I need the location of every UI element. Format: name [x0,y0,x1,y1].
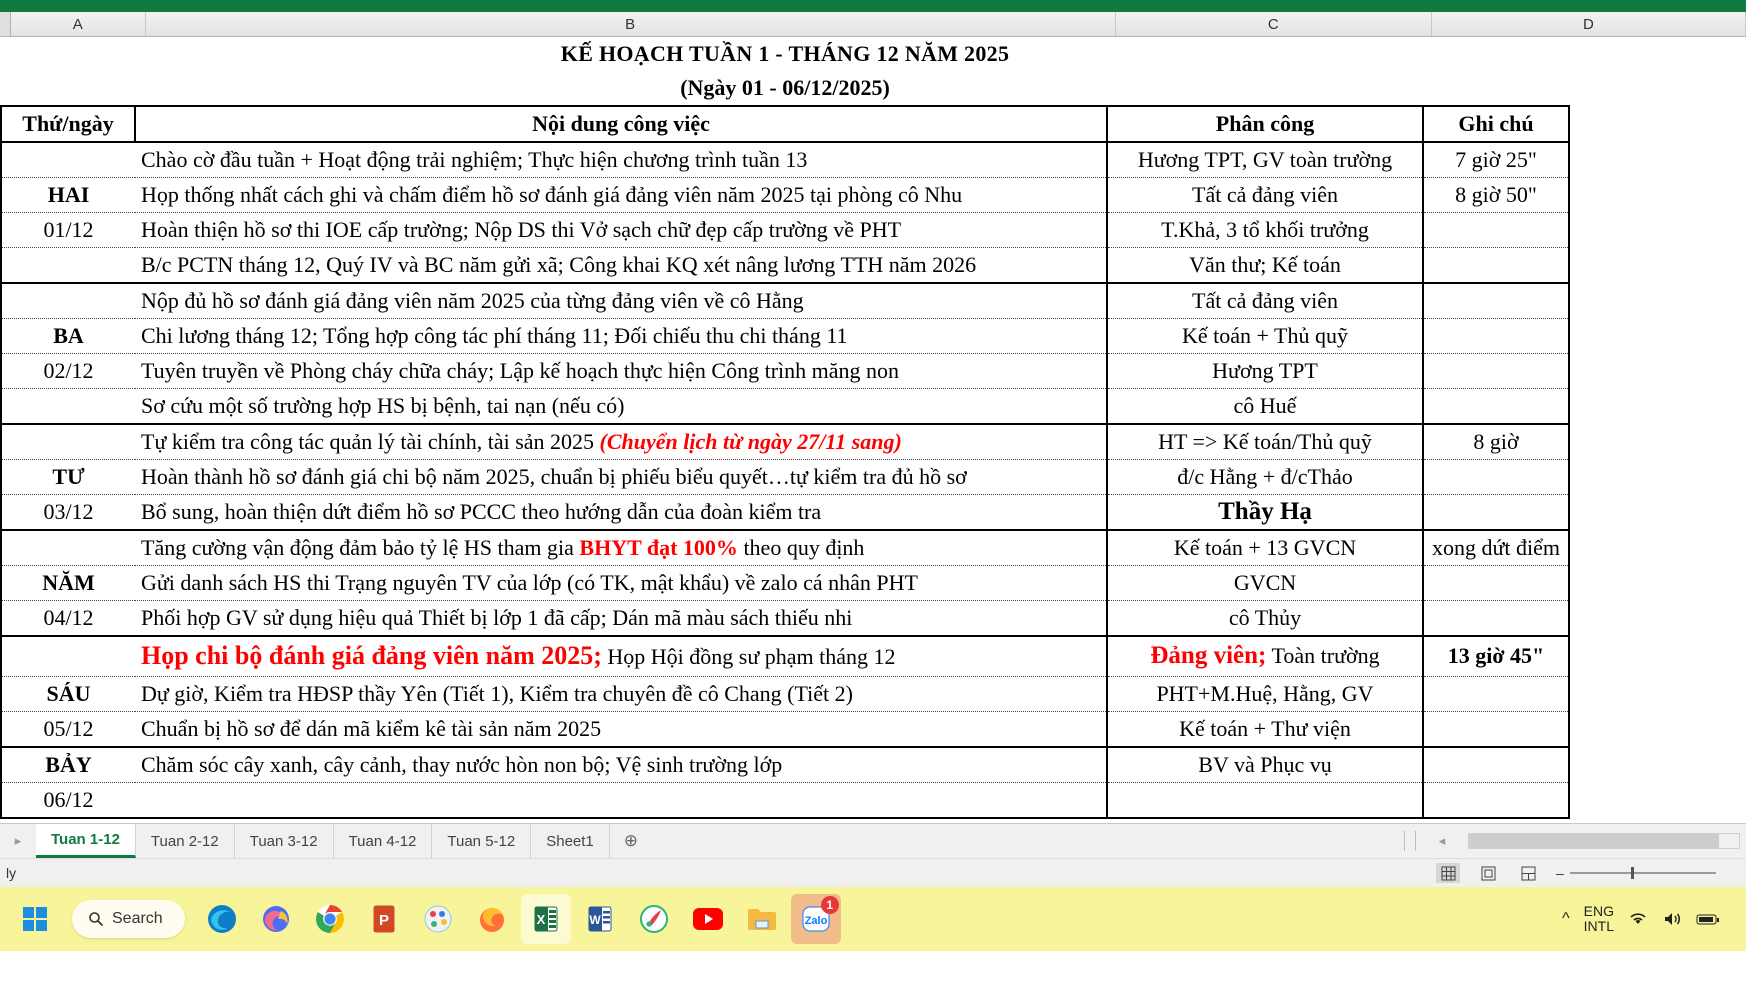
cell-content: Sơ cứu một số trường hợp HS bị bệnh, tai nạn (nếu có) [135,389,1107,425]
table-row[interactable] [1,178,1569,213]
cell-content: Gửi danh sách HS thi Trạng nguyên TV của lớp (có TK, mật khẩu) về zalo cá nhân PHT [135,566,1107,601]
cell-content: Tuyên truyền về Phòng cháy chữa cháy; Lập kế hoạch thực hiện Công trình măng non [135,354,1107,389]
cell-content: Chi lương tháng 12; Tổng hợp công tác phí tháng 11; Đối chiếu thu chi tháng 11 [135,319,1107,354]
cell-note [1423,711,1569,747]
cell-note [1423,676,1569,711]
table-row[interactable] [1,711,1569,747]
cell-assign: PHT+M.Huệ, Hằng, GV [1107,676,1423,711]
cell-assign: Kế toán + 13 GVCN [1107,530,1423,566]
cell-content [135,530,1107,566]
copilot-icon[interactable] [251,894,301,944]
cell-note [1423,601,1569,637]
table-row[interactable] [1,283,1569,319]
column-header-d[interactable]: D [1432,12,1746,36]
column-header-a[interactable]: A [11,12,146,36]
language-indicator[interactable] [1584,904,1614,934]
svg-text:P: P [378,912,389,929]
page-break-view-icon[interactable] [1516,863,1540,883]
column-header-c[interactable]: C [1116,12,1432,36]
cell-note [1423,354,1569,389]
cell-day: 05/12 [1,711,135,747]
cell-assign: T.Khả, 3 tổ khối trưởng [1107,213,1423,248]
zoom-track[interactable] [1570,872,1716,874]
cell-day: BA [1,319,135,354]
cell-content: Hoàn thành hồ sơ đánh giá chi bộ năm 2025, chuẩn bị phiếu biểu quyết…tự kiểm tra đủ hồ sơ [135,460,1107,495]
status-bar [0,858,1746,887]
svg-text:X: X [536,912,546,927]
table-row[interactable] [1,747,1569,783]
svg-text:W: W [589,913,601,927]
sheet-tab-tuan-3-12[interactable]: Tuan 3-12 [235,824,334,858]
cell-content: Chuẩn bị hồ sơ để dán mã kiểm kê tài sản năm 2025 [135,711,1107,747]
status-right-group [1436,863,1746,883]
cell-day [1,248,135,284]
cell-assign: Hương TPT [1107,354,1423,389]
sheet-tab-tuan-5-12[interactable]: Tuan 5-12 [432,824,531,858]
table-row[interactable] [1,213,1569,248]
cell-day [1,530,135,566]
cell-content-post: theo quy định [737,535,865,560]
table-row[interactable] [1,248,1569,284]
hscroll-thumb[interactable] [1469,834,1719,848]
table-row[interactable] [1,566,1569,601]
cell-content-highlight: Họp chi bộ đánh giá đảng viên năm 2025; [141,641,602,671]
language-line1: ENG [1583,903,1614,919]
cell-assign [1107,782,1423,818]
table-row[interactable] [1,424,1569,460]
zalo-icon[interactable] [791,894,841,944]
cell-note: 7 giờ 25" [1423,142,1569,178]
cell-assign: HT => Kế toán/Thủ quỹ [1107,424,1423,460]
volume-icon[interactable] [1662,911,1682,927]
tabbar-right-group [1404,824,1746,858]
select-all-corner[interactable] [0,12,11,36]
svg-text:Zalo: Zalo [804,915,828,927]
page-subtitle: (Ngày 01 - 06/12/2025) [680,75,890,100]
cell-note [1423,389,1569,425]
table-row[interactable] [1,142,1569,178]
title-row-2 [1,71,1569,106]
wifi-icon[interactable] [1628,911,1648,927]
table-row[interactable] [1,495,1569,531]
table-row[interactable] [1,676,1569,711]
table-row[interactable] [1,319,1569,354]
cell-content: B/c PCTN tháng 12, Quý IV và BC năm gửi xã; Công khai KQ xét nâng lương TTH năm 2026 [135,248,1107,284]
powerpoint-icon[interactable] [359,894,409,944]
cell-note [1423,319,1569,354]
excel-icon[interactable] [521,894,571,944]
taskbar-search[interactable] [72,900,185,938]
cell-note: 8 giờ [1423,424,1569,460]
language-line2: INTL [1583,918,1614,934]
cell-day: 06/12 [1,782,135,818]
cell-content [135,424,1107,460]
plan-table [0,37,1570,819]
zalo-badge: 1 [821,896,839,914]
title-row-1 [1,37,1569,71]
normal-view-icon[interactable] [1436,863,1460,883]
cell-day: TƯ [1,460,135,495]
table-row[interactable] [1,530,1569,566]
cell-note [1423,248,1569,284]
cell-assign: Kế toán + Thư viện [1107,711,1423,747]
cell-day: 02/12 [1,354,135,389]
worksheet-grid[interactable] [0,37,1746,823]
cell-content: Chào cờ đầu tuần + Hoạt động trải nghiệm; Thực hiện chương trình tuần 13 [135,142,1107,178]
cell-content [135,782,1107,818]
cell-content: Họp thống nhất cách ghi và chấm điểm hồ sơ đánh giá đảng viên năm 2025 tại phòng cô Nhu [135,178,1107,213]
cell-day: 04/12 [1,601,135,637]
page-layout-view-icon[interactable] [1476,863,1500,883]
sheet-tab-tuan-2-12[interactable]: Tuan 2-12 [136,824,235,858]
youtube-icon[interactable] [683,894,733,944]
file-explorer-icon[interactable] [737,894,787,944]
cell-day: 03/12 [1,495,135,531]
cell-day [1,389,135,425]
cell-content-note: (Chuyển lịch từ ngày 27/11 sang) [599,429,902,454]
cell-content: Bổ sung, hoàn thiện dứt điểm hồ sơ PCCC theo hướng dẫn của đoàn kiểm tra [135,495,1107,531]
green-app-icon[interactable] [629,894,679,944]
table-row[interactable] [1,389,1569,425]
cell-note [1423,213,1569,248]
cell-day: NĂM [1,566,135,601]
search-icon [88,911,104,927]
sheet-tab-bar[interactable] [0,823,1746,858]
page-title: KẾ HOẠCH TUẦN 1 - THÁNG 12 NĂM 2025 [560,41,1010,66]
cell-content: Dự giờ, Kiểm tra HĐSP thầy Yên (Tiết 1), Kiểm tra chuyên đề cô Chang (Tiết 2) [135,676,1107,711]
sheet-tab-tuan-4-12[interactable]: Tuan 4-12 [334,824,433,858]
cell-content-text: Tự kiểm tra công tác quản lý tài chính, tài sản 2025 [141,429,600,454]
table-header-row [1,106,1569,142]
sheet-tab-sheet1[interactable]: Sheet1 [531,824,610,858]
cell-day: HAI [1,178,135,213]
header-note: Ghi chú [1423,106,1569,142]
word-icon[interactable] [575,894,625,944]
cell-assign: Tất cả đảng viên [1107,178,1423,213]
cell-note: xong dứt điểm [1423,530,1569,566]
cell-note [1423,460,1569,495]
hscroll-left-icon[interactable]: ◂ [1438,833,1446,848]
cell-content: Phối hợp GV sử dụng hiệu quả Thiết bị lớp 1 đã cấp; Dán mã màu sách thiếu nhi [135,601,1107,637]
cell-day [1,142,135,178]
table-row[interactable] [1,636,1569,676]
cell-note [1423,782,1569,818]
edge-icon[interactable] [197,894,247,944]
cell-assign [1107,636,1423,676]
cell-content [135,636,1107,676]
header-assign: Phân công [1107,106,1423,142]
cell-assign: Thầy Hạ [1107,495,1423,531]
zoom-knob[interactable] [1631,867,1634,879]
sheet-tab-tuan-1-12[interactable]: Tuan 1-12 [36,824,136,858]
cell-note [1423,495,1569,531]
cell-assign-post: Toàn trường [1266,643,1380,669]
chrome-icon[interactable] [305,894,355,944]
horizontal-scrollbar[interactable] [1468,833,1740,849]
cell-assign: Kế toán + Thủ quỹ [1107,319,1423,354]
cell-assign: Hương TPT, GV toàn trường [1107,142,1423,178]
cell-note [1423,747,1569,783]
tray-expand-icon[interactable]: ^ [1562,910,1570,927]
cell-content: Nộp đủ hồ sơ đánh giá đảng viên năm 2025 của từng đảng viên về cô Hằng [135,283,1107,319]
firefox-icon[interactable] [467,894,517,944]
cell-assign: cô Thủy [1107,601,1423,637]
cell-day [1,283,135,319]
cell-assign: Văn thư; Kế toán [1107,248,1423,284]
split-handle[interactable] [1404,831,1416,851]
column-header-row [0,12,1746,37]
cell-content-highlight: BHYT đạt 100% [579,535,738,560]
cell-day: SÁU [1,676,135,711]
cell-day: 01/12 [1,213,135,248]
zoom-slider[interactable] [1556,865,1716,881]
add-sheet-icon[interactable]: ⊕ [623,831,639,850]
cell-content-post: Họp Hội đồng sư phạm tháng 12 [601,644,896,670]
table-row[interactable] [1,460,1569,495]
search-label: Search [112,910,163,927]
start-button-icon[interactable] [10,894,60,944]
column-header-b[interactable]: B [146,12,1116,36]
cell-assign: GVCN [1107,566,1423,601]
cell-content: Hoàn thiện hồ sơ thi IOE cấp trường; Nộp DS thi Vở sạch chữ đẹp cấp trường về PHT [135,213,1107,248]
cell-day [1,424,135,460]
zoom-out-icon[interactable]: – [1556,865,1564,881]
windows-taskbar[interactable] [0,887,1746,951]
cell-note [1423,566,1569,601]
cell-content: Chăm sóc cây xanh, cây cảnh, thay nước hòn non bộ; Vệ sinh trường lớp [135,747,1107,783]
cell-assign: BV và Phục vụ [1107,747,1423,783]
cell-note: 13 giờ 45" [1423,636,1569,676]
cell-assign: cô Huế [1107,389,1423,425]
table-row[interactable] [1,601,1569,637]
cell-day: BẢY [1,747,135,783]
battery-icon[interactable] [1696,912,1720,926]
cell-assign-highlight: Đảng viên; [1150,642,1267,670]
table-row[interactable] [1,354,1569,389]
cell-assign: Tất cả đảng viên [1107,283,1423,319]
cell-note: 8 giờ 50" [1423,178,1569,213]
status-text: ly [6,865,17,881]
header-day: Thứ/ngày [1,106,135,142]
cell-note [1423,283,1569,319]
header-content: Nội dung công việc [135,106,1107,142]
table-row[interactable] [1,782,1569,818]
paint-icon[interactable] [413,894,463,944]
cell-assign: đ/c Hằng + đ/cThảo [1107,460,1423,495]
cell-content-pre: Tăng cường vận động đảm bảo tỷ lệ HS tham gia [141,535,580,560]
system-tray [1562,904,1736,934]
tab-scroll-right-icon[interactable]: ▸ [14,833,22,848]
ribbon-strip [0,0,1746,12]
cell-day [1,636,135,676]
